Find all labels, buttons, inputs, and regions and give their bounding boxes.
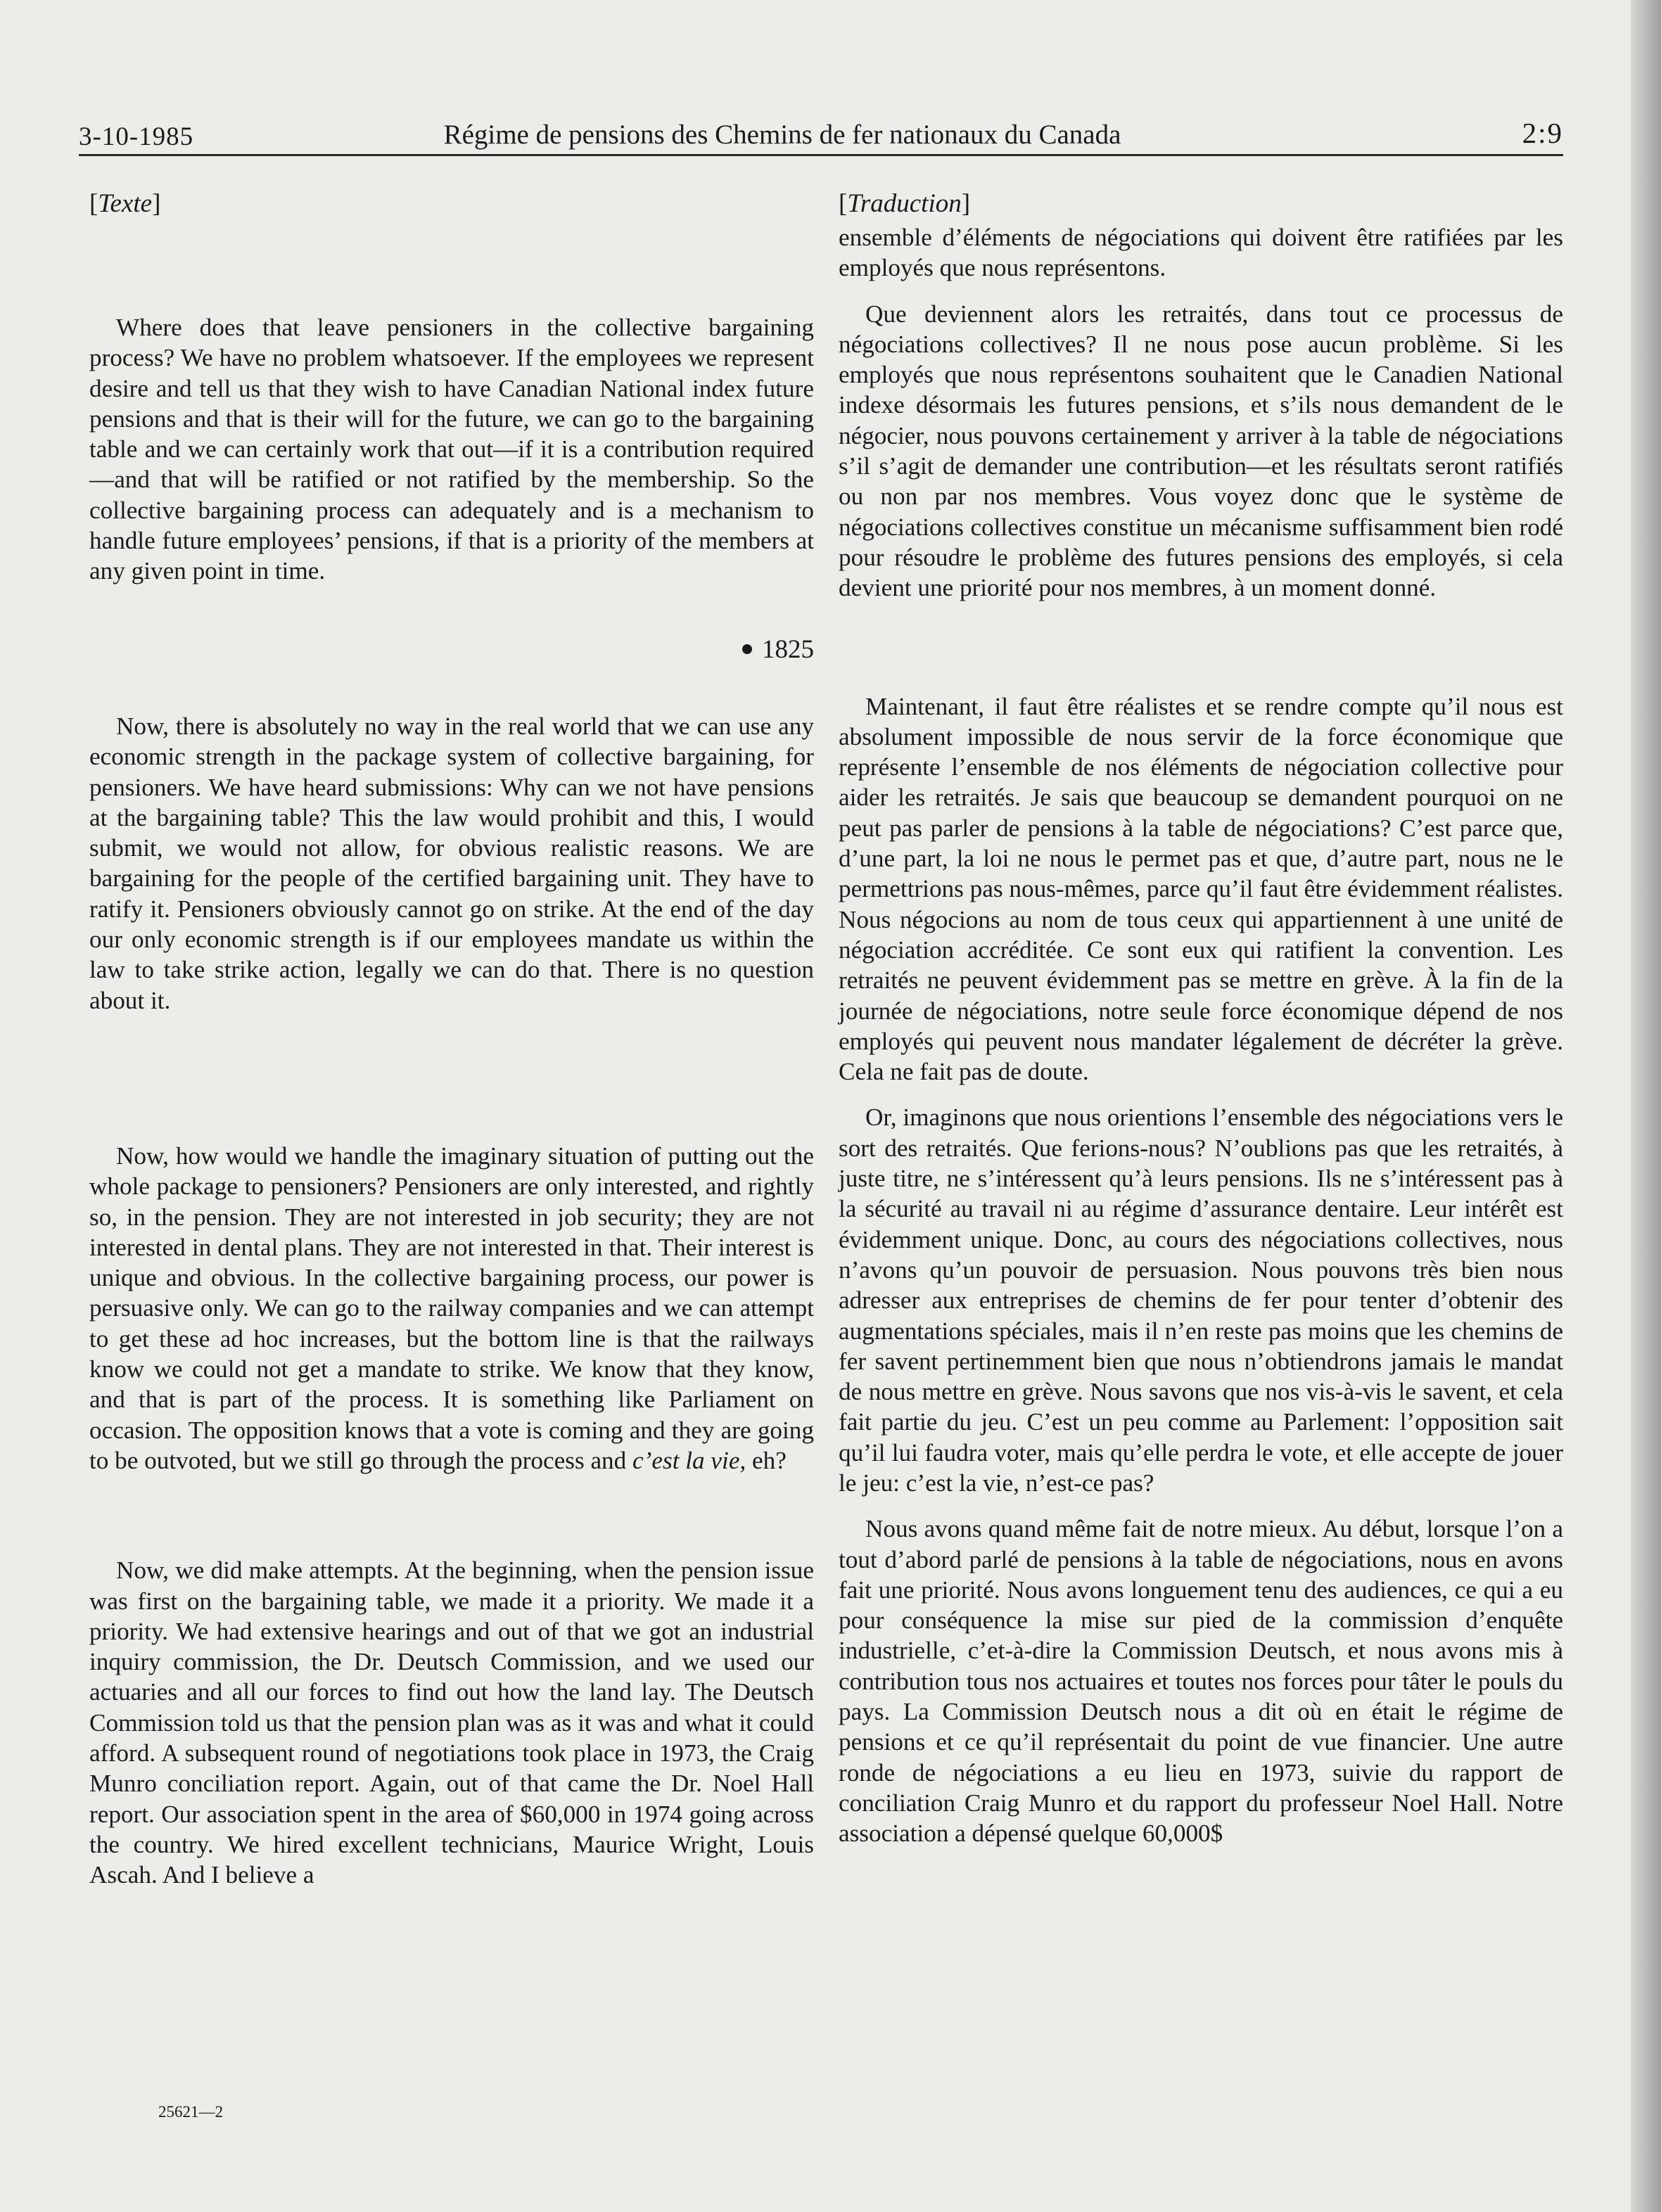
header-rule: [79, 154, 1563, 156]
english-column: [89, 188, 814, 1890]
paragraph: Or, imaginons que nous orientions l’ensemble des négociations vers le sort des retraités. Que ferions-nous? N’oublions pas que les retraités, à juste titre, ne s’intéressent qu’à leurs pensions. Ils ne s’intéressent pas à la sécurité au travail ni au régime d’assurance dentaire. Leur intérêt est évidemment unique. Donc, au cours des négociations collectives, nous n’avons qu’un pouvoir de persuasion. Nous pouvons très bien nous adresser aux entreprises de chemins de fer pour tenter d’obtenir des augmentations spéciales, mais il n’en reste pas moins que les chemins de fer savent pertinemment bien que nous n’obtiendrons jamais le mandat de nous mettre en grève. Nous savons que nos vis-à-vis le savent, et cela fait partie du jeu. C’est un peu comme au Parlement: l’opposition sait qu’il lui faudra voter, mais qu’elle perdra le vote, et elle accepte de jouer le jeu: c’est la vie, n’est-ce pas?: [839, 1104, 1563, 1497]
footer-code: 25621—2: [158, 2103, 223, 2121]
paragraph: Nous avons quand même fait de notre mieux. Au début, lorsque l’on a tout d’abord parlé de pensions à la table de négociations, nous en avons fait une priorité. Nous avons longuement tenu des audiences, ce qui a eu pour conséquence la mise sur pied de la commission d’enquête industrielle, c’et-à-dire la Commission Deutsch, et nous avons mis à contribution tous nos actuaires et toutes nos forces pour tâter le pouls du pays. La Commission Deutsch nous a dit où en était le régime de pensions et ce qu’il représentait du point de vue financier. Une autre ronde de négociations a eu lieu en 1973, suivie du rapport de conciliation Craig Munro et du rapport du professeur Noel Hall. Notre association a dépensé quelque 60,000$: [839, 1515, 1563, 1848]
french-column: [839, 188, 1563, 1849]
header-date: 3-10-1985: [79, 122, 194, 151]
bullet-icon: [742, 644, 752, 654]
time-marker: 1825: [89, 634, 814, 665]
page-number: 2:9: [1522, 117, 1563, 149]
paragraph: Que deviennent alors les retraités, dans tout ce processus de négociations collectives? Il ne nous pose aucun problème. Si les employés que nous représentons souhaitent que le Canadien National indexe désormais les futures pensions, et s’ils nous demandent de le négocier, nous pouvons certainement y arriver à la table de négociations s’il s’agit de demander une contribution—et les résultats seront ratifiés ou non par nos membres. Vous voyez donc que le système de négociations collectives constitue un mécanisme suffisamment bien rodé pour résoudre le problème des futures pensions des employés, si cela devient une priorité pour nos membres, à un moment donné.: [839, 300, 1563, 602]
paragraph: Maintenant, il faut être réalistes et se rendre compte qu’il nous est absolument impossible de nous servir de la force économique que représente l’ensemble de nos éléments de négociation collective pour aider les retraités. Je sais que beaucoup se demandent pourquoi on ne peut pas parler de pensions à la table de négociations? C’est parce que, d’une part, la loi ne nous le permet pas et que, d’autre part, nous ne le permettrions pas nous-mêmes, parce qu’il faut être évidemment réalistes. Nous négocions au nom de tous ceux qui appartiennent à une unité de négociation accréditée. Ce sont eux qui ratifient la convention. Les retraités ne peuvent évidemment pas se mettre en grève. À la fin de la journée de négociations, notre seule force économique dépend de nos employés qui peuvent nous mandater légalement de décréter la grève. Cela ne fait pas de doute.: [839, 692, 1563, 1086]
paragraph: Now, how would we handle the imaginary situation of putting out the whole package to pensioners? Pensioners are only interested, and rightly so, in the pension. They are not interested in job security; they are not interested in dental plans. They are not interested in that. Their interest is unique and obvious. In the collective bargaining process, our power is persuasive only. We can go to the railway companies and we can attempt to get these ad hoc increases, but the bottom line is that the railways know we could not get a mandate to strike. We know that they know, and that is part of the process. It is something like Parliament on occasion. The opposition knows that a vote is coming and they are going to be outvoted, but we still go through the process and c’est la vie, eh?: [89, 1142, 814, 1474]
paragraph: Where does that leave pensioners in the collective bargaining process? We have no problem whatsoever. If the employees we represent desire and tell us that they wish to have Canadian National index future pensions and that is their will for the future, we can go to the bargaining table and we can certainly work that out—if it is a contribution required—and that will be ratified or not ratified by the membership. So the collective bargaining process can adequately and is a mechanism to handle future employees’ pensions, if that is a priority of the members at any given point in time.: [89, 314, 814, 585]
paragraph: ensemble d’éléments de négociations qui doivent être ratifiées par les employés que nous représentons.: [839, 224, 1563, 282]
paragraph: Now, there is absolutely no way in the real world that we can use any economic strength in the package system of collective bargaining, for pensioners. We have heard submissions: Why can we not have pensions at the bargaining table? This the law would prohibit and this, I would submit, we would not allow, for obvious realistic reasons. We are bargaining for the people of the certified bargaining unit. They have to ratify it. Pensioners obviously cannot go on strike. At the end of the day our only economic strength is if our employees mandate us within the law to take strike action, legally we can do that. There is no question about it.: [89, 712, 814, 1014]
translation-label: [Traduction]: [839, 189, 971, 218]
text-label: [Texte]: [89, 189, 161, 218]
paragraph: Now, we did make attempts. At the beginning, when the pension issue was first on the bargaining table, we made it a priority. We made it a priority. We had extensive hearings and out of that we got an industrial inquiry commission, the Dr. Deutsch Commission, and we used our actuaries and all our forces to find out how the land lay. The Deutsch Commission told us that the pension plan was as it was and what it could afford. A subsequent round of negotiations took place in 1973, the Craig Munro conciliation report. Again, out of that came the Dr. Noel Hall report. Our association spent in the area of $60,000 in 1974 going across the country. We hired excellent technicians, Maurice Wright, Louis Ascah. And I believe a: [89, 1556, 814, 1889]
page-edge: [1631, 0, 1661, 2212]
running-header: [79, 116, 1563, 155]
header-title: Régime de pensions des Chemins de fer nationaux du Canada: [443, 120, 1121, 150]
